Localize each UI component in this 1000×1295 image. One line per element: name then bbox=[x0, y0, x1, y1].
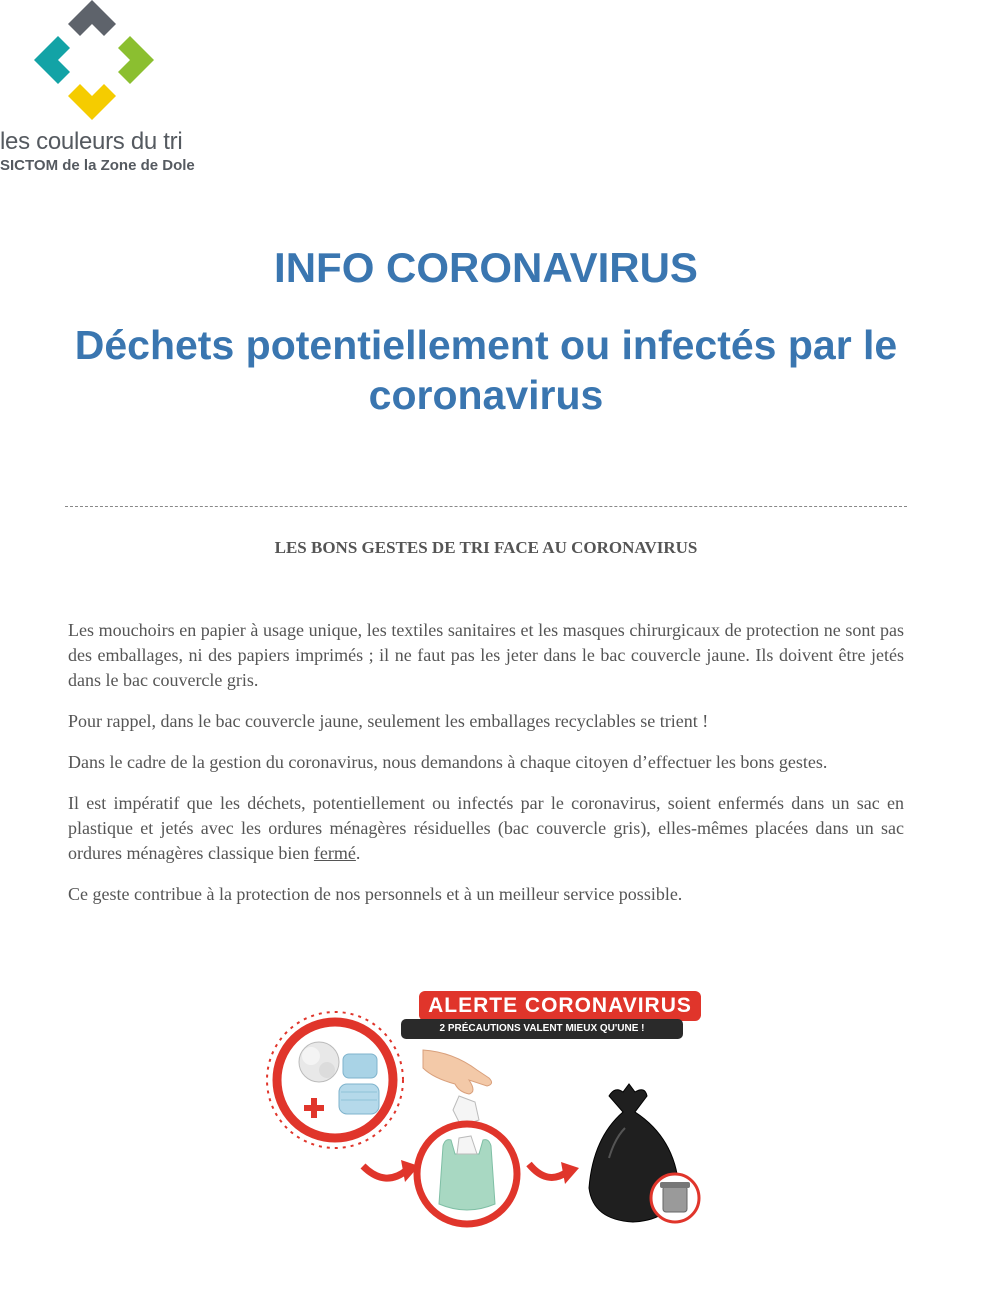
section-heading: LES BONS GESTES DE TRI FACE AU CORONAVIRUS bbox=[274, 538, 698, 557]
page-subtitle: Déchets potentiellement ou infectés par le coronavirus bbox=[74, 322, 898, 418]
poster-title: ALERTE CORONAVIRUS bbox=[419, 991, 701, 1021]
logo-name: les couleurs du tri bbox=[0, 128, 183, 155]
paragraph-2: Pour rappel, dans le bac couvercle jaune, seulement les emballages recyclables se trient ! bbox=[68, 711, 709, 731]
poster-subtitle: 2 PRÉCAUTIONS VALENT MIEUX QU'UNE ! bbox=[401, 1019, 683, 1039]
paragraph-3: Dans le cadre de la gestion du coronavirus, nous demandons à chaque citoyen d’effectuer les bons gestes. bbox=[68, 752, 828, 772]
body-text bbox=[68, 618, 904, 923]
logo-mark-icon bbox=[34, 0, 158, 122]
closed-underlined-word: fermé bbox=[313, 843, 356, 863]
paragraph-4-end: . bbox=[355, 843, 361, 863]
logo-gray-chevron bbox=[68, 0, 116, 36]
page-title: INFO CORONAVIRUS bbox=[274, 244, 698, 291]
mask-icon bbox=[339, 1054, 379, 1114]
logo-teal-chevron bbox=[34, 36, 70, 84]
logo-green-chevron bbox=[118, 36, 154, 84]
paragraph-4-start: Il est impératif que les déchets, potentiellement ou infectés par le coronavirus, soient enfermés dans un sac en plastique et jetés avec les ordures ménagères résiduelles (bac couvercle gris), elles-mêmes placées dans un sac ordures ménagères classique bien bbox=[68, 793, 904, 863]
paragraph-1: Les mouchoirs en papier à usage unique, les textiles sanitaires et les masques chirurgicaux de protection ne sont pas des emballages, ni des papiers imprimés ; il ne faut pas les jeter dans le bac couvercle jaune. Ils doivent être jetés dans le bac couvercle gris. bbox=[68, 620, 904, 690]
dashed-divider bbox=[65, 506, 907, 507]
logo bbox=[0, 0, 200, 180]
tissue-icon bbox=[299, 1042, 339, 1082]
plastic-bag-icon bbox=[417, 1124, 517, 1224]
hand-icon bbox=[423, 1050, 492, 1094]
logo-yellow-chevron bbox=[68, 84, 116, 120]
arrow-1-icon bbox=[363, 1160, 419, 1182]
logo-subtitle: SICTOM de la Zone de Dole bbox=[0, 157, 195, 174]
alert-poster bbox=[263, 988, 709, 1232]
paragraph-5: Ce geste contribue à la protection de nos personnels et à un meilleur service possible. bbox=[68, 884, 683, 904]
bin-icon bbox=[651, 1174, 699, 1222]
arrow-2-icon bbox=[529, 1162, 579, 1184]
paragraph-4 bbox=[68, 791, 904, 866]
sunburst-icon bbox=[267, 1012, 403, 1148]
